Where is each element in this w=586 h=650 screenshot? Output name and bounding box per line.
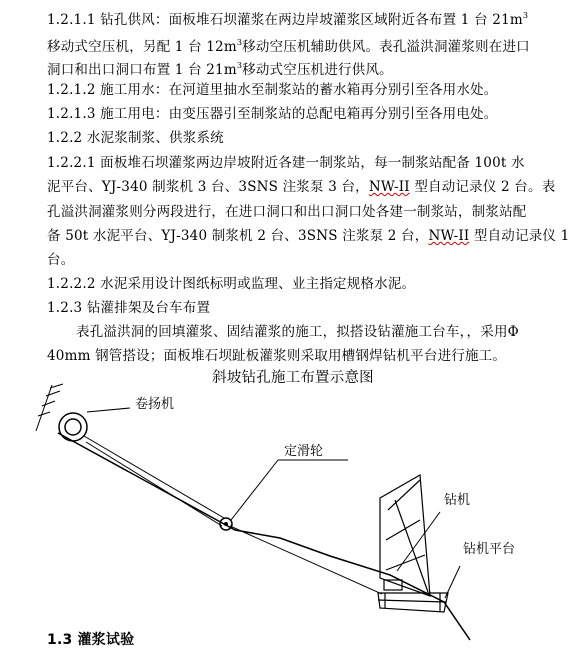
label-winch: 卷扬机 (135, 397, 175, 412)
platform-leader-line (445, 566, 460, 598)
section-heading-1-2-2: 1.2.2 水泥浆制浆、供浆系统 (47, 130, 224, 146)
pulley-leader-line (231, 460, 278, 520)
cable-upper (84, 436, 224, 518)
para-5-line-4: 备 50t 水泥平台、YJ-340 制浆机 2 台、3SNS 注浆泵 2 台，NW-II 型自动记录仪 1 (47, 228, 570, 244)
para-5-line-1: 1.2.2.1 面板堆石坝灌浆两边岸坡附近各建一制浆站，每一制浆站配备 100t 水 (47, 155, 525, 171)
label-pulley: 定滑轮 (284, 444, 324, 459)
para-6: 1.2.2.2 水泥采用设计图纸标明或监理、业主指定规格水泥。 (47, 276, 416, 292)
cable-lower (86, 442, 222, 526)
para-1-line-2: 移动式空压机，另配 1 台 $12m^3$移动空压机辅助供风。表孔溢洪洞灌浆则在进口 (47, 38, 530, 55)
cable-to-drill (230, 526, 382, 594)
label-platform: 钻机平台 (463, 542, 516, 557)
pulley-icon (220, 518, 232, 530)
para-3: 1.2.1.3 施工用电：由变压器引至制浆站的总配电箱再分别引至各用电处。 (47, 106, 498, 122)
spellcheck-word: NW-II (428, 228, 470, 244)
para-5-line-5: 台。 (47, 252, 75, 268)
winch-icon (59, 413, 87, 441)
para-2: 1.2.1.2 施工用水：在河道里抽水至制浆站的蓄水箱再分别引至各用水处。 (47, 82, 498, 98)
spellcheck-word: NW-II (368, 179, 410, 195)
para-8-line-1: 表孔溢洪洞的回填灌浆、固结灌浆的施工，拟搭设钻灌施工台车，，采用Φ (76, 324, 519, 340)
para-1-line-3: 洞口和出口洞口布置 1 台 $21m^3$移动式空压机进行供风。 (47, 61, 393, 78)
section-heading-1-3: 1.3 灌浆试验 (47, 632, 135, 648)
drill-platform-icon (378, 593, 448, 612)
figure-title: 斜坡钻孔施工布置示意图 (212, 370, 374, 386)
winch-leader-line (87, 408, 130, 412)
para-5-line-3: 孔溢洪洞灌浆则分两段进行，在进口洞口和出口洞口处各建一制浆站，制浆站配 (47, 204, 527, 220)
para-5-line-2: 泥平台、YJ-340 制浆机 3 台、3SNS 注浆泵 3 台，NW-II 型自动记录仪 2 台。表 (47, 179, 556, 195)
label-drill: 钻机 (444, 493, 471, 508)
section-heading-1-2-3: 1.2.3 钻灌排架及台车布置 (47, 300, 211, 316)
para-8-line-2: 40mm 钢管搭设；面板堆石坝趾板灌浆则采取用槽钢焊钻机平台进行施工。 (47, 348, 507, 364)
para-1-line-1: 1.2.1.1 钻孔供风：面板堆石坝灌浆在两边岸坡灌浆区域附近各布置 1 台 $21m^3$ (47, 11, 529, 28)
